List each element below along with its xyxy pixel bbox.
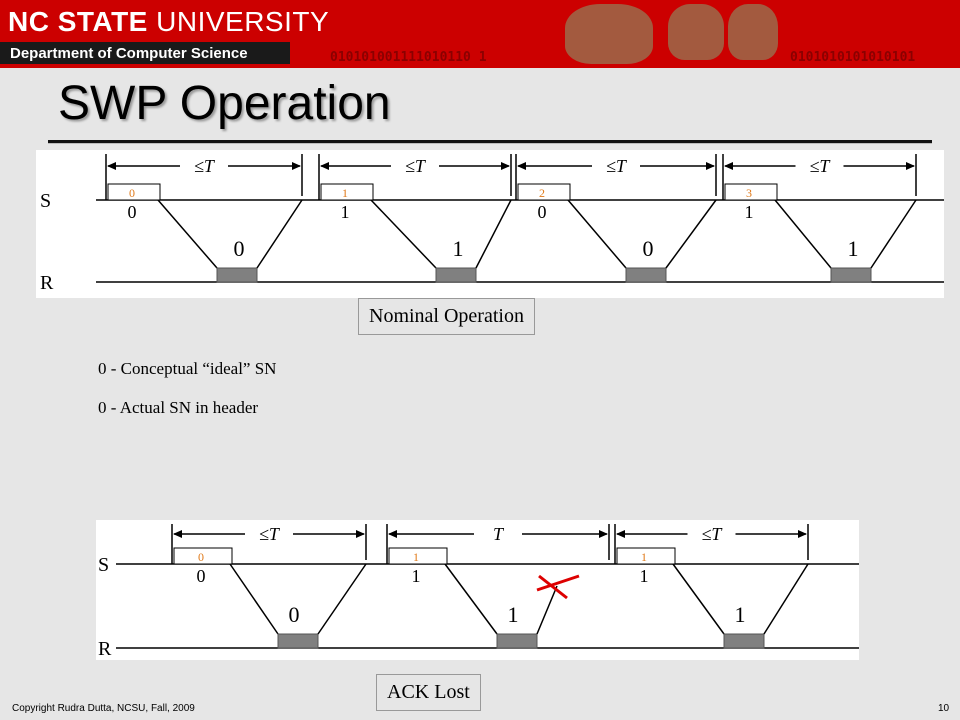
ncsu-header bbox=[0, 0, 960, 68]
receiver-processing-block bbox=[278, 634, 318, 648]
ack-number-label: 0 bbox=[642, 236, 654, 261]
arrowhead bbox=[906, 162, 915, 170]
ack-number-label: 0 bbox=[233, 236, 245, 261]
header-sn-label: 1 bbox=[340, 202, 350, 222]
arrowhead bbox=[501, 162, 510, 170]
binary-decoration-right: 0101010101010101 bbox=[790, 50, 916, 65]
ack-trajectory bbox=[257, 200, 302, 268]
header-sn-label: 1 bbox=[411, 566, 421, 586]
arrowhead bbox=[356, 530, 365, 538]
frame-trajectory bbox=[568, 200, 626, 268]
frame-trajectory bbox=[371, 200, 436, 268]
ack-trajectory bbox=[871, 200, 916, 268]
ideal-sn-label: 3 bbox=[746, 186, 752, 200]
interval-label: ≤T bbox=[701, 524, 722, 544]
ideal-sn-label: 1 bbox=[342, 186, 348, 200]
legend-ideal-sn: 0 - Conceptual “ideal” SN bbox=[98, 359, 277, 378]
ideal-sn-label: 1 bbox=[641, 550, 647, 564]
legend-actual-sn: 0 - Actual SN in header bbox=[98, 398, 259, 417]
arrowhead bbox=[107, 162, 116, 170]
arrowhead bbox=[388, 530, 397, 538]
ack-number-label: 1 bbox=[452, 236, 464, 261]
sender-label: S bbox=[40, 190, 52, 212]
receiver-label: R bbox=[40, 272, 54, 294]
nominal-operation-diagram bbox=[36, 150, 944, 298]
header-sn-label: 0 bbox=[127, 202, 137, 222]
ack-lost-diagram bbox=[96, 520, 859, 660]
sender-label: S bbox=[98, 554, 110, 576]
ideal-sn-label: 0 bbox=[198, 550, 204, 564]
header-sn-label: 0 bbox=[537, 202, 547, 222]
frame-trajectory bbox=[158, 200, 217, 268]
ack-number-label: 1 bbox=[847, 236, 859, 261]
receiver-processing-block bbox=[724, 634, 764, 648]
arrowhead bbox=[599, 530, 608, 538]
ack-lost-timing-diagram bbox=[96, 520, 859, 660]
receiver-processing-block bbox=[497, 634, 537, 648]
arrowhead bbox=[616, 530, 625, 538]
ack-trajectory bbox=[318, 564, 366, 634]
header-sn-label: 1 bbox=[639, 566, 649, 586]
frame-trajectory bbox=[775, 200, 831, 268]
ideal-sn-label: 2 bbox=[539, 186, 545, 200]
department-name: Department of Computer Science bbox=[10, 45, 248, 62]
arrowhead bbox=[706, 162, 715, 170]
ack-number-label: 0 bbox=[288, 602, 300, 627]
interval-label: T bbox=[492, 524, 504, 544]
lost-ack-trajectory bbox=[537, 586, 557, 634]
ack-lost-caption: ACK Lost bbox=[376, 674, 481, 711]
page-number: 10 bbox=[938, 703, 950, 714]
nominal-timing-diagram bbox=[36, 150, 944, 298]
slide-title: SWP Operation bbox=[58, 77, 391, 130]
interval-label: ≤T bbox=[809, 156, 830, 176]
interval-label: ≤T bbox=[405, 156, 425, 176]
ack-number-label: 1 bbox=[507, 602, 519, 627]
interval-label: ≤T bbox=[259, 524, 279, 544]
ack-trajectory bbox=[476, 200, 511, 268]
receiver-label: R bbox=[98, 638, 112, 660]
ack-trajectory bbox=[666, 200, 716, 268]
interval-label: ≤T bbox=[194, 156, 214, 176]
arrowhead bbox=[292, 162, 301, 170]
university-logo: NC STATE UNIVERSITY bbox=[8, 6, 330, 37]
wolf-image bbox=[565, 4, 653, 64]
wolf-image bbox=[668, 4, 724, 60]
arrowhead bbox=[173, 530, 182, 538]
receiver-processing-block bbox=[436, 268, 476, 282]
nominal-operation-caption: Nominal Operation bbox=[358, 298, 535, 335]
arrowhead bbox=[798, 530, 807, 538]
receiver-processing-block bbox=[831, 268, 871, 282]
ideal-sn-label: 0 bbox=[129, 186, 135, 200]
ack-trajectory bbox=[764, 564, 808, 634]
ideal-sn-label: 1 bbox=[413, 550, 419, 564]
ack-number-label: 1 bbox=[734, 602, 746, 627]
header-sn-label: 1 bbox=[744, 202, 754, 222]
receiver-processing-block bbox=[217, 268, 257, 282]
receiver-processing-block bbox=[626, 268, 666, 282]
wolf-image bbox=[728, 4, 778, 60]
frame-trajectory bbox=[230, 564, 278, 634]
binary-decoration-left: 010101001111010110 1 bbox=[330, 50, 487, 65]
arrowhead bbox=[517, 162, 526, 170]
copyright-text: Copyright Rudra Dutta, NCSU, Fall, 2009 bbox=[12, 703, 195, 714]
title-underline-shadow bbox=[48, 143, 932, 144]
arrowhead bbox=[320, 162, 329, 170]
header-sn-label: 0 bbox=[196, 566, 206, 586]
frame-trajectory bbox=[673, 564, 724, 634]
frame-trajectory bbox=[445, 564, 497, 634]
arrowhead bbox=[724, 162, 733, 170]
interval-label: ≤T bbox=[606, 156, 626, 176]
